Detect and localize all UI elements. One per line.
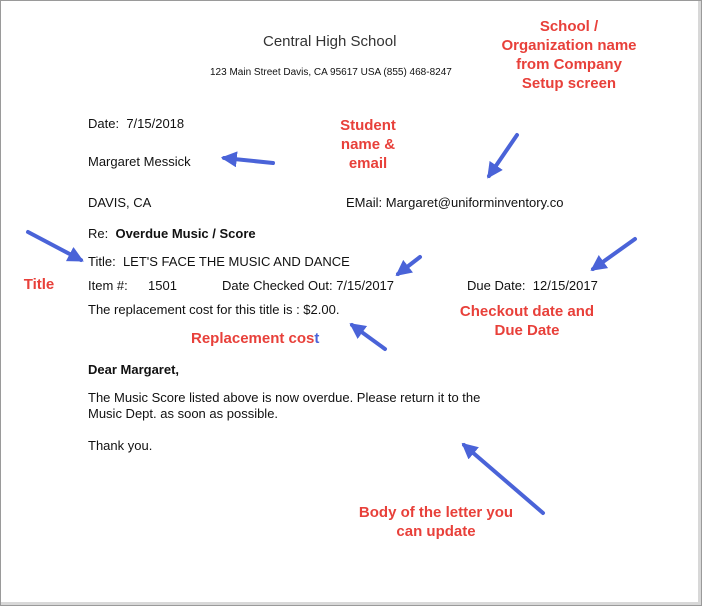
- body-line-1: The Music Score listed above is now overdue. Please return it to the: [88, 390, 481, 405]
- checked-out-label: Date Checked Out:: [222, 278, 333, 293]
- annotation-school: School / Organization name from Company Setup screen: [501, 18, 637, 92]
- arrow-to-email: [489, 135, 517, 176]
- arrow-to-title: [28, 232, 81, 260]
- item-label: Item #:: [88, 278, 128, 293]
- due-date-label: Due Date:: [467, 278, 526, 293]
- email-value: Margaret@uniforminventory.co: [385, 195, 564, 210]
- item-value: 1501: [148, 278, 177, 293]
- arrow-to-due-date: [593, 239, 635, 269]
- closing: Thank you.: [88, 438, 153, 453]
- arrow-to-checkout-date: [398, 257, 420, 274]
- city-state: DAVIS, CA: [88, 195, 152, 210]
- checked-out-value: 7/15/2017: [336, 278, 395, 293]
- student-name: Margaret Messick: [88, 154, 191, 169]
- salutation: Dear Margaret,: [88, 362, 180, 377]
- body-line-2: Music Dept. as soon as possible.: [88, 406, 279, 421]
- title-label: Title:: [88, 254, 116, 269]
- arrow-to-student-name: [224, 158, 273, 163]
- re-label: Re:: [88, 226, 109, 241]
- annotation-title: Title: [23, 276, 55, 293]
- annotation-arrows: [1, 1, 701, 605]
- title-value: LET'S FACE THE MUSIC AND DANCE: [122, 254, 350, 269]
- date-label: Date:: [88, 116, 120, 131]
- re-value: Overdue Music / Score: [115, 226, 256, 241]
- school-name: Central High School: [263, 33, 397, 50]
- email-label: EMail:: [346, 195, 383, 210]
- arrow-to-replacement: [352, 325, 385, 349]
- arrow-to-body: [464, 445, 543, 513]
- date-value: 7/15/2018: [126, 116, 185, 131]
- due-date-value: 12/15/2017: [532, 278, 598, 293]
- annotation-body: Body of the letter you can update: [358, 504, 514, 540]
- annotation-checkout-due: Checkout date and Due Date: [459, 303, 595, 339]
- school-address: 123 Main Street Davis, CA 95617 USA (855) 468-8247: [210, 67, 452, 78]
- annotation-student: Student name & email: [340, 117, 396, 172]
- annotation-replacement: Replacement cost: [191, 330, 320, 347]
- replacement-cost-text: The replacement cost for this title is : $2.00.: [88, 302, 340, 317]
